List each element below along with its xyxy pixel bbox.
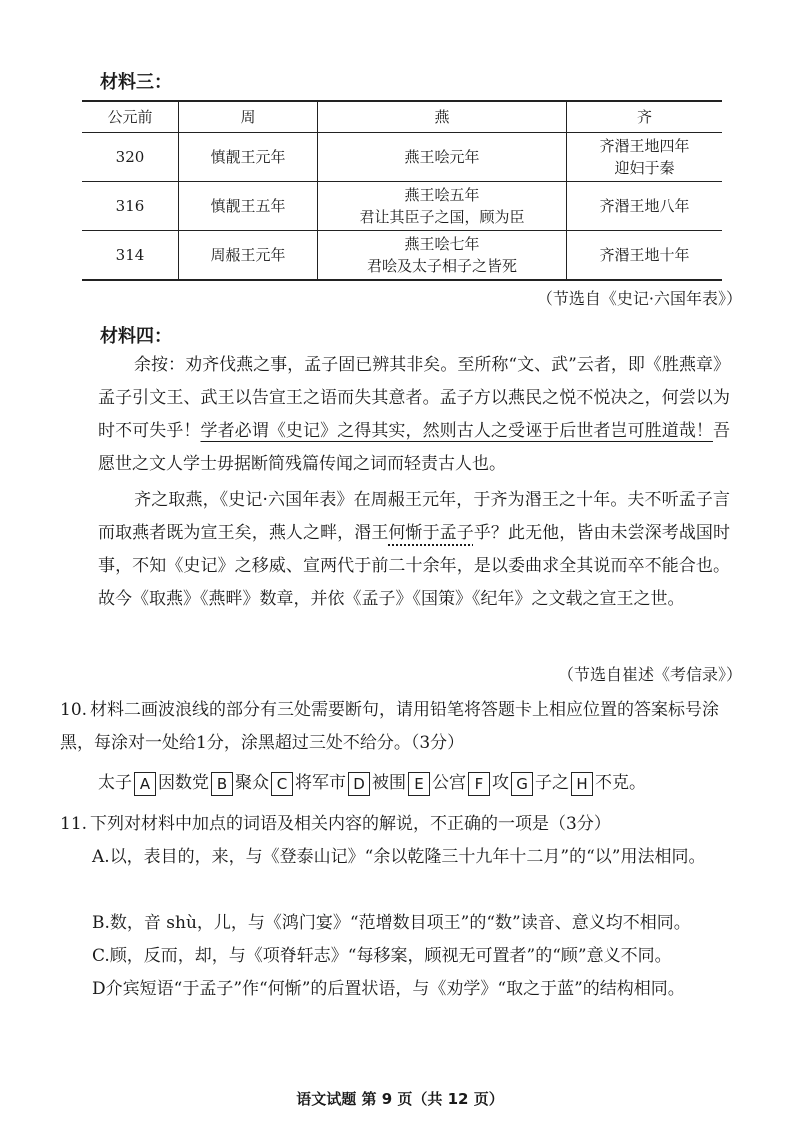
- cell-line: 君哙及太子相子之皆死: [366, 257, 517, 275]
- segment: 公宫: [432, 773, 466, 793]
- material4-paragraph-2: [98, 484, 730, 616]
- option-label: B.: [92, 913, 110, 933]
- material4-paragraph-1: [98, 349, 730, 481]
- cell-yan: [318, 133, 567, 182]
- answer-marker-h[interactable]: H: [571, 772, 593, 796]
- question-text: 材料二画波浪线的部分有三处需要断句，请用铅笔将答题卡上相应位置的答案标号涂黑，每涂对一处给1分，涂黑超过三处不给分。（3分）: [60, 700, 719, 753]
- p2-dotted-text: 何惭于孟子: [388, 523, 474, 543]
- header-zhou: 周: [179, 101, 318, 133]
- segment: 太子: [98, 773, 132, 793]
- cell-zhou: 慎靓王元年: [179, 133, 318, 182]
- cell-line: 迎妇于秦: [614, 159, 675, 177]
- option-d[interactable]: [92, 973, 742, 1006]
- answer-marker-f[interactable]: F: [468, 772, 490, 796]
- cell-line: 齐湣王地八年: [599, 197, 690, 215]
- option-text: 以，表目的，来，与《登泰山记》“余以乾隆三十九年十二月”的“以”用法相同。: [109, 847, 706, 867]
- header-qi: 齐: [567, 101, 723, 133]
- cell-yan: [318, 231, 567, 281]
- option-text: 顾，反而，却，与《项脊轩志》“每移案，顾视无可置者”的“顾”意义不同。: [109, 946, 672, 966]
- cell-year: 316: [82, 182, 179, 231]
- answer-marker-d[interactable]: D: [348, 772, 370, 796]
- segment: 不克。: [595, 773, 646, 793]
- segment: 子之: [535, 773, 569, 793]
- cell-yan: [318, 182, 567, 231]
- material4-source: （节选自崔述《考信录》）: [557, 665, 742, 684]
- header-yan: 燕: [318, 101, 567, 133]
- answer-marker-a[interactable]: A: [134, 772, 156, 796]
- cell-qi: [567, 182, 723, 231]
- segment: 聚众: [235, 773, 269, 793]
- option-text: 数，音 shù，儿，与《鸿门宴》“范增数目项王”的“数”读音、意义均不相同。: [109, 913, 691, 933]
- cell-year: 314: [82, 231, 179, 281]
- cell-qi: [567, 231, 723, 281]
- table-header-row: [82, 101, 722, 133]
- segment: 将军市: [295, 773, 346, 793]
- question-11: [60, 808, 740, 841]
- cell-line: 燕王哙五年: [404, 186, 480, 204]
- answer-marker-e[interactable]: E: [408, 772, 430, 796]
- table-row: [82, 182, 722, 231]
- p1-underlined-text: 学者必谓《史记》之得其实，然则古人之受诬于后世者岂可胜道哉！: [200, 421, 713, 441]
- material4-heading: 材料四：: [100, 326, 172, 347]
- option-text: 介宾短语“于孟子”作“何惭”的后置状语，与《劝学》“取之于蓝”的结构相同。: [105, 979, 685, 999]
- p1-text-end: 吾愿世之文人学士毋据断简残篇传闻之词而轻责古人也。: [98, 421, 730, 474]
- cell-year: 320: [82, 133, 179, 182]
- material3-source: （节选自《史记·六国年表》）: [536, 289, 742, 308]
- answer-marker-c[interactable]: C: [271, 772, 293, 796]
- option-label: D: [92, 979, 106, 999]
- segment: 攻: [492, 773, 509, 793]
- p1-text: 余按：劝齐伐燕之事，孟子固已辨其非矣。至所称“文、武”云者，即《胜燕章》孟子引文王、武王以告宣王之语而失其意者。孟子方以燕民之悦不悦决之，何尝以为时不可失乎！: [98, 355, 730, 441]
- question-number: 11.: [60, 814, 88, 834]
- table-row: [82, 133, 722, 182]
- material3-heading: 材料三：: [100, 72, 172, 93]
- cell-qi: [567, 133, 723, 182]
- cell-zhou: 周赧王元年: [179, 231, 318, 281]
- answer-marker-g[interactable]: G: [511, 772, 533, 796]
- cell-line: 燕王哙七年: [404, 235, 480, 253]
- punctuation-answer-line: [98, 770, 646, 796]
- header-year: 公元前: [82, 101, 179, 133]
- page-footer: 语文试题 第 9 页（共 12 页）: [296, 1090, 504, 1108]
- six-states-annals-table: [82, 100, 722, 281]
- option-c[interactable]: [92, 940, 742, 973]
- p2-text: 齐之取燕，《史记·六国年表》在周赧王元年，于齐为湣王之十年。夫不听孟子言而取燕者既为宣王矣，燕人之畔，湣王: [98, 490, 730, 543]
- option-label: A.: [92, 847, 110, 867]
- question-number: 10.: [60, 700, 88, 720]
- answer-marker-b[interactable]: B: [211, 772, 233, 796]
- p2-text-end: 乎？此无他，皆由未尝深考战国时事，不知《史记》之移威、宣两代于前二十余年，是以委曲求全其说而卒不能合也。故今《取燕》《燕畔》数章，并依《孟子》《国策》《纪年》之文载之宣王之世。: [98, 523, 731, 609]
- option-a[interactable]: [92, 841, 742, 874]
- cell-line: 燕王哙元年: [404, 148, 480, 166]
- question-text: 下列对材料中加点的词语及相关内容的解说，不正确的一项是（3分）: [90, 814, 611, 834]
- cell-zhou: 慎靓王五年: [179, 182, 318, 231]
- option-label: C.: [92, 946, 110, 966]
- cell-line: 君让其臣子之国，顾为臣: [359, 208, 525, 226]
- option-b[interactable]: [92, 907, 742, 940]
- question-10: [60, 694, 740, 760]
- cell-line: 齐湣王地十年: [599, 246, 690, 264]
- segment: 因数党: [158, 773, 209, 793]
- table-row: [82, 231, 722, 281]
- cell-line: 齐湣王地四年: [599, 137, 690, 155]
- segment: 被围: [372, 773, 406, 793]
